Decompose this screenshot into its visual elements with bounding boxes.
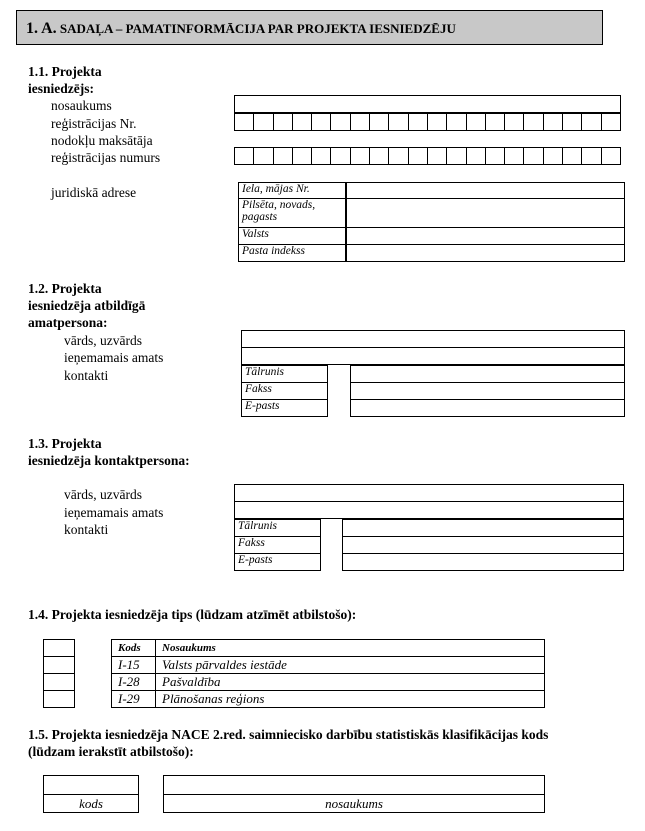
nace-code-label: kods bbox=[43, 794, 139, 813]
s13-title-2: iesniedzēja kontaktpersona: bbox=[28, 453, 190, 468]
section-number: 1. A. bbox=[26, 20, 57, 37]
address-country-field[interactable] bbox=[346, 227, 625, 245]
type-code-i29: I-29 bbox=[111, 690, 156, 708]
s13-name-field[interactable] bbox=[234, 484, 624, 502]
s12-position-field[interactable] bbox=[241, 347, 625, 365]
nace-name-label: nosaukums bbox=[163, 794, 545, 813]
s11-name-field[interactable] bbox=[234, 95, 621, 113]
nace-name-field[interactable] bbox=[163, 775, 545, 795]
s13-fax-label: Fakss bbox=[234, 536, 321, 554]
type-checkbox-i29[interactable] bbox=[43, 690, 75, 708]
s12-fax-label: Fakss bbox=[241, 382, 328, 400]
s11-title-2: iesniedzējs: bbox=[28, 81, 94, 96]
s13-email-label: E-pasts bbox=[234, 553, 321, 571]
address-country-label: Valsts bbox=[238, 227, 346, 245]
s12-title-2: iesniedzēja atbildīgā bbox=[28, 298, 146, 313]
s13-fax-field[interactable] bbox=[342, 536, 624, 554]
s12-phone-label: Tālrunis bbox=[241, 365, 328, 383]
s11-tax-label-2: reģistrācijas numurs bbox=[51, 150, 161, 165]
type-checkbox-i15[interactable] bbox=[43, 656, 75, 674]
s12-title-3: amatpersona: bbox=[28, 315, 108, 330]
s15-title-1: 1.5. Projekta iesniedzēja NACE 2.red. saimniecisko darbību statistiskās klasifikācijas kods bbox=[28, 727, 549, 742]
s12-contacts-label: kontakti bbox=[64, 368, 109, 383]
s11-title-1: 1.1. Projekta bbox=[28, 64, 102, 79]
s12-name-label: vārds, uzvārds bbox=[64, 333, 142, 348]
s11-reg-number-field[interactable] bbox=[234, 113, 621, 131]
address-postcode-field[interactable] bbox=[346, 244, 625, 262]
type-name-i28: Pašvaldība bbox=[155, 673, 545, 691]
s12-position-label: ieņemamais amats bbox=[64, 350, 164, 365]
address-street-label: Iela, mājas Nr. bbox=[238, 182, 346, 199]
s12-fax-field[interactable] bbox=[350, 382, 625, 400]
s15-title-2: (lūdzam ierakstīt atbilstošo): bbox=[28, 744, 194, 759]
s11-tax-label-1: nodokļu maksātāja bbox=[51, 133, 153, 148]
address-street-field[interactable] bbox=[346, 182, 625, 199]
s13-phone-field[interactable] bbox=[342, 519, 624, 537]
section-title: SADAĻA – PAMATINFORMĀCIJA PAR PROJEKTA IESNIEDZĒJU bbox=[59, 21, 456, 36]
address-city-field[interactable] bbox=[346, 198, 625, 228]
s11-name-label: nosaukums bbox=[51, 98, 112, 113]
s12-phone-field[interactable] bbox=[350, 365, 625, 383]
s12-email-field[interactable] bbox=[350, 399, 625, 417]
s12-title-1: 1.2. Projekta bbox=[28, 281, 102, 296]
s13-phone-label: Tālrunis bbox=[234, 519, 321, 537]
type-code-i15: I-15 bbox=[111, 656, 156, 674]
s14-title: 1.4. Projekta iesniedzēja tips (lūdzam atzīmēt atbilstošo): bbox=[28, 607, 357, 622]
type-name-i29: Plānošanas reģions bbox=[155, 690, 545, 708]
type-code-i28: I-28 bbox=[111, 673, 156, 691]
s12-name-field[interactable] bbox=[241, 330, 625, 348]
address-postcode-label: Pasta indekss bbox=[238, 244, 346, 262]
s13-position-label: ieņemamais amats bbox=[64, 505, 164, 520]
address-city-label: Pilsēta, novads, pagasts bbox=[238, 198, 346, 228]
s13-name-label: vārds, uzvārds bbox=[64, 487, 142, 502]
type-col-name: Nosaukums bbox=[155, 639, 545, 657]
s12-email-label: E-pasts bbox=[241, 399, 328, 417]
type-col-code: Kods bbox=[111, 639, 156, 657]
section-header bbox=[16, 10, 603, 45]
nace-code-field[interactable] bbox=[43, 775, 139, 795]
s11-tax-number-field[interactable] bbox=[234, 147, 621, 165]
s11-address-label: juridiskā adrese bbox=[51, 185, 137, 200]
type-checkbox-header bbox=[43, 639, 75, 657]
type-name-i15: Valsts pārvaldes iestāde bbox=[155, 656, 545, 674]
s13-contacts-label: kontakti bbox=[64, 522, 109, 537]
s11-reg-label: reģistrācijas Nr. bbox=[51, 116, 137, 131]
s13-email-field[interactable] bbox=[342, 553, 624, 571]
s13-position-field[interactable] bbox=[234, 501, 624, 519]
s13-title-1: 1.3. Projekta bbox=[28, 436, 102, 451]
type-checkbox-i28[interactable] bbox=[43, 673, 75, 691]
